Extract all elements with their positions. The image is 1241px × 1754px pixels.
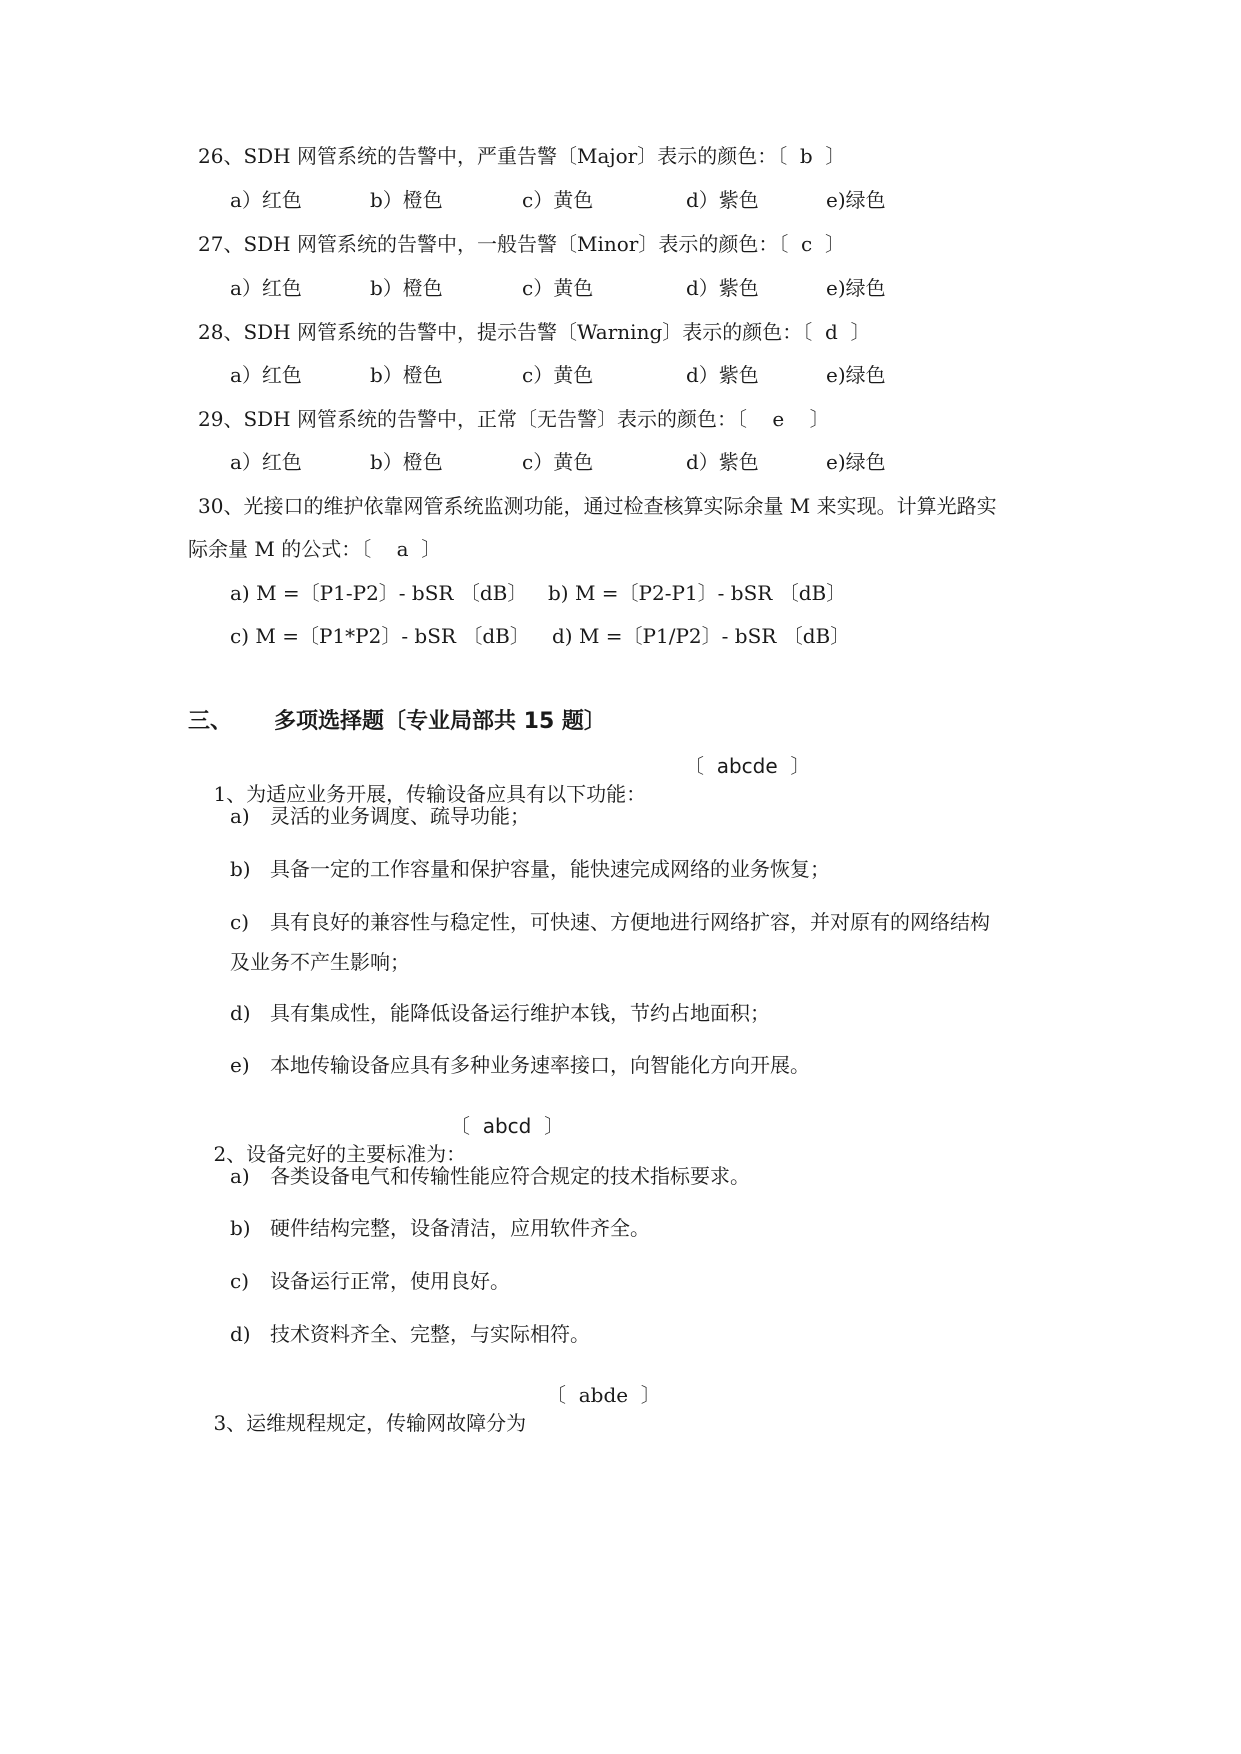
option-label: b) [230,1216,251,1240]
option-c: c）黄色 [522,450,594,474]
answer: 〔 abcd 〕 [450,1114,565,1138]
option-text: 具有良好的兼容性与稳定性，可快速、方便地进行网络扩容，并对原有的网络结构 [270,910,990,934]
option-label: c) [230,1269,250,1293]
option-a: a）红色 [230,363,302,387]
question-text: 2、设备完好的主要标准为： [213,1142,467,1166]
answer: 〔 abcde 〕 [684,754,811,778]
option-text: 灵活的业务调度、疏导功能； [270,804,530,828]
option-e: e)绿色 [826,450,886,474]
question-28: 28、SDH 网管系统的告警中，提示告警〔Warning〕表示的颜色：〔 d 〕 [198,320,871,344]
option-text: 各类设备电气和传输性能应符合规定的技术指标要求。 [270,1164,750,1188]
option-a: a）红色 [230,450,302,474]
option-text: 本地传输设备应具有多种业务速率接口，向智能化方向开展。 [270,1053,810,1077]
option-a: a）红色 [230,276,302,300]
option-text: 硬件结构完整，设备清洁，应用软件齐全。 [270,1216,650,1240]
option-text: 设备运行正常，使用良好。 [270,1269,510,1293]
option-label: d) [230,1001,251,1025]
option-label: e) [230,1053,250,1077]
option-b: b）橙色 [370,188,443,212]
option-e: e)绿色 [826,363,886,387]
option-c: c）黄色 [522,276,594,300]
option-label: a) [230,1164,250,1188]
formula-option-a: a) M =〔P1-P2〕- bSR 〔dB〕 [230,581,528,605]
section-title: 多项选择题〔专业局部共 15 题〕 [274,709,606,734]
answer: 〔 abde 〕 [546,1383,661,1407]
question-text: 1、为适应业务开展，传输设备应具有以下功能： [213,782,647,806]
option-d: d）紫色 [686,276,759,300]
formula-option-b: b) M =〔P2-P1〕- bSR 〔dB〕 [548,581,847,605]
multi-1-option-c-continued: 及业务不产生影响； [230,950,410,974]
option-text: 技术资料齐全、完整，与实际相符。 [270,1322,590,1346]
formula-option-d: d) M =〔P1/P2〕- bSR 〔dB〕 [552,624,851,648]
option-label: a) [230,804,250,828]
option-d: d）紫色 [686,450,759,474]
question-30-line-2: 际余量 M 的公式：〔 a 〕 [188,537,442,561]
option-label: b) [230,857,251,881]
question-29: 29、SDH 网管系统的告警中，正常〔无告警〕表示的颜色：〔 e 〕 [198,407,830,431]
option-b: b）橙色 [370,276,443,300]
option-a: a）红色 [230,188,302,212]
multi-question-3 [188,1381,661,1465]
section-number: 三、 [188,709,233,734]
option-text: 具备一定的工作容量和保护容量，能快速完成网络的业务恢复； [270,857,830,881]
question-30-line-1: 30、光接口的维护依靠网管系统监测功能，通过检查核算实际余量 M 来实现。计算光路实 [198,494,997,518]
option-text: 具有集成性，能降低设备运行维护本钱，节约占地面积； [270,1001,770,1025]
formula-option-c: c) M =〔P1*P2〕- bSR 〔dB〕 [230,624,530,648]
option-c: c）黄色 [522,188,594,212]
option-label: c) [230,910,250,934]
option-c: c）黄色 [522,363,594,387]
option-b: b）橙色 [370,363,443,387]
question-text: 3、运维规程规定，传输网故障分为 [213,1411,527,1435]
option-d: d）紫色 [686,363,759,387]
question-27: 27、SDH 网管系统的告警中，一般告警〔Minor〕表示的颜色：〔 c 〕 [198,232,845,256]
question-26: 26、SDH 网管系统的告警中，严重告警〔Major〕表示的颜色：〔 b 〕 [198,144,846,168]
option-e: e)绿色 [826,276,886,300]
option-label: d) [230,1322,251,1346]
option-d: d）紫色 [686,188,759,212]
option-b: b）橙色 [370,450,443,474]
option-e: e)绿色 [826,188,886,212]
